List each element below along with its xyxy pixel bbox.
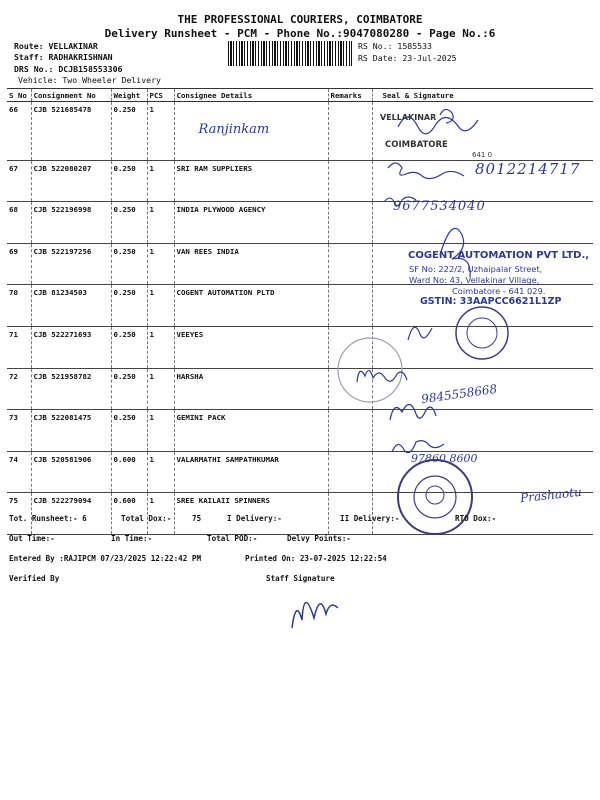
cogent-stamp-name: COGENT AUTOMATION PVT LTD., (408, 250, 590, 261)
staff-signature (292, 602, 338, 628)
row-pcs: 1 (147, 202, 174, 244)
row-pcs: 1 (147, 243, 174, 285)
row-consignee: SREE KAILAII SPINNERS (174, 493, 328, 535)
signature-66 (398, 117, 478, 134)
handwriting-vellakinar: VELLAKINAR (380, 113, 437, 122)
row-consignee: SRI RAM SUPPLIERS (174, 160, 328, 202)
signature-72 (357, 370, 407, 382)
row-sno: 71 (7, 326, 31, 368)
row-consignment: CJB 521685478 (31, 102, 111, 161)
cogent-stamp-line2: Ward No: 43, Vellakinar Village, (409, 275, 540, 285)
row-weight: 0.250 (111, 326, 147, 368)
row-sno: 66 (7, 102, 31, 161)
signature-66b (440, 109, 453, 123)
row-sno: 67 (7, 160, 31, 202)
route: Route: VELLAKINAR (14, 41, 98, 51)
signature-71 (408, 327, 432, 340)
handwriting-phone-73: 9845558668 (420, 381, 498, 407)
row-weight: 0.250 (111, 102, 147, 161)
row-weight: 0.250 (111, 160, 147, 202)
col-sno: S No (7, 89, 31, 102)
row-weight: 0.250 (111, 285, 147, 327)
total-dox-label: Total Dox:- (121, 514, 172, 523)
row-weight: 0.250 (111, 243, 147, 285)
printed-on: Printed On: 23-07-2025 12:22:54 (245, 554, 387, 563)
signature-73 (390, 404, 436, 420)
out-time: Out Time:- (9, 534, 55, 543)
total-dox-count: 75 (192, 514, 202, 523)
row-pcs: 1 (147, 285, 174, 327)
col-consignment: Consignment No (31, 89, 111, 102)
row-weight: 0.600 (111, 451, 147, 493)
row-consignee: VALARMATHI SAMPATHKUMAR (174, 451, 328, 493)
handwriting-pin: 641 0 (472, 151, 493, 159)
row-pcs: 1 (147, 160, 174, 202)
row-pcs: 1 (147, 493, 174, 535)
col-remarks: Remarks (328, 89, 372, 102)
row-pcs: 1 (147, 102, 174, 161)
cogent-stamp-line3: Coimbatore - 641 029. (452, 286, 546, 296)
drs-number: DRS No.: DCJB158553306 (14, 64, 123, 74)
handwriting-phone-74: 97860 8600 (411, 452, 478, 465)
veeyes-seal-inner (467, 318, 497, 348)
row-consignment: CJB 522080207 (31, 160, 111, 202)
rs-date: RS Date: 23-Jul-2025 (358, 53, 457, 63)
staff-signature-label: Staff Signature (266, 574, 335, 583)
rs-number: RS No.: 1585533 (358, 41, 432, 51)
row-sno: 70 (7, 285, 31, 327)
row-weight: 0.600 (111, 493, 147, 535)
verified-by: Verified By (9, 574, 60, 583)
signature-67 (388, 163, 464, 179)
row-consignee: HARSHA (174, 368, 328, 410)
row-sno: 74 (7, 451, 31, 493)
rto-dox: RTO Dox:- (455, 514, 497, 523)
total-pod: Total POD:- (207, 534, 258, 543)
i-delivery: I Delivery:- (227, 514, 282, 523)
col-weight: Weight (111, 89, 147, 102)
cogent-stamp-gstin: GSTIN: 33AAPCC6621L1ZP (420, 296, 562, 307)
handwriting-row75: Prashaotu (519, 484, 583, 506)
signature-68 (384, 197, 416, 206)
row-pcs: 1 (147, 410, 174, 452)
row-pcs: 1 (147, 326, 174, 368)
col-pcs: PCS (147, 89, 174, 102)
ii-delivery: II Delivery:- (340, 514, 400, 523)
handwriting-phone-67: 8012214717 (475, 160, 581, 178)
arumugam-seal-inner (414, 476, 456, 518)
row-pcs: 1 (147, 451, 174, 493)
runsheet-subtitle: Delivery Runsheet - PCM - Phone No.:9047080280 - Page No.:6 (104, 27, 496, 40)
handwriting-coimbatore: COIMBATORE (385, 140, 448, 150)
row-weight: 0.250 (111, 368, 147, 410)
row-consignment: CJB 521958782 (31, 368, 111, 410)
deity-figure-icon (426, 486, 444, 504)
row-consignee: COGENT AUTOMATION PLTD (174, 285, 328, 327)
row-weight: 0.250 (111, 202, 147, 244)
row-pcs: 1 (147, 368, 174, 410)
row-consignee: VEEYES (174, 326, 328, 368)
entered-by: Entered By :RAJIPCM 07/23/2025 12:22:42 PM (9, 554, 202, 563)
row-sno: 73 (7, 410, 31, 452)
row-sno: 69 (7, 243, 31, 285)
row-consignee: INDIA PLYWOOD AGENCY (174, 202, 328, 244)
row-consignment: CJB 81234503 (31, 285, 111, 327)
row-consignment: CJB 522197256 (31, 243, 111, 285)
delvy-points: Delvy Points:- (287, 534, 352, 543)
col-consignee: Consignee Details (174, 89, 328, 102)
cogent-stamp-line1: SF No: 222/2, Uzhaipalar Street, (409, 264, 543, 274)
row-consignee: VAN REES INDIA (174, 243, 328, 285)
row-sno: 75 (7, 493, 31, 535)
signature-74 (392, 441, 444, 453)
vehicle: Vehicle: Two Wheeler Delivery (18, 75, 161, 85)
row-sno: 68 (7, 202, 31, 244)
col-seal: Seal & Signature (372, 89, 593, 102)
total-runsheet: Tot. Runsheet:- 6 (9, 514, 87, 523)
row-consignee: GEMINI PACK (174, 410, 328, 452)
row-sno: 72 (7, 368, 31, 410)
row-consignment: CJB 522081475 (31, 410, 111, 452)
row-consignment: CJB 522279094 (31, 493, 111, 535)
staff: Staff: RADHAKRISHNAN (14, 52, 113, 62)
row-consignment: CJB 520581906 (31, 451, 111, 493)
row-weight: 0.250 (111, 410, 147, 452)
in-time: In Time:- (111, 534, 153, 543)
row-consignment: CJB 522271693 (31, 326, 111, 368)
row-consignment: CJB 522196998 (31, 202, 111, 244)
veeyes-seal (456, 307, 508, 359)
company-title: THE PROFESSIONAL COURIERS, COIMBATORE (177, 13, 423, 26)
signature-70 (440, 228, 470, 277)
handwriting-phone-68: 9677534040 (393, 199, 486, 214)
harsha-seal (338, 338, 402, 402)
row-consignee-handwritten: Ranjinkam (174, 102, 328, 161)
